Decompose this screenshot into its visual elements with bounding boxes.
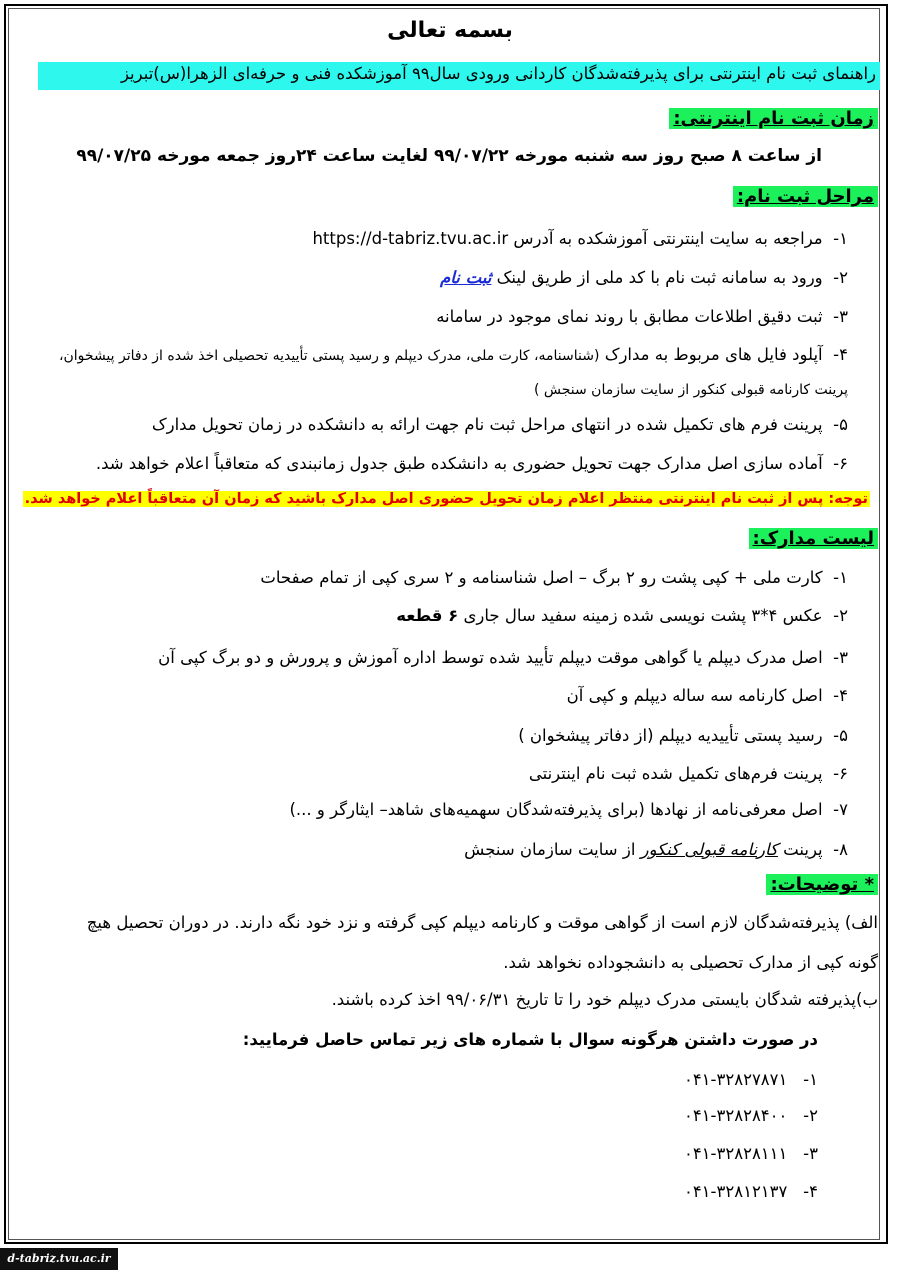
note-a-line1: الف) پذیرفته‌شدگان لازم است از گواهی موقت و کارنامه دیپلم کپی گرفته و نزد خود نگه دارند. در دوران تحصیل هیچ [86, 913, 878, 932]
note-a-line2: گونه کپی از مدارک تحصیلی به دانشجوداده نخواهد شد. [503, 953, 878, 972]
register-link[interactable]: ثبت نام [440, 268, 492, 287]
documents-heading: لیست مدارک: [749, 528, 878, 549]
document-item: ۵- رسید پستی تأییدیه دیپلم (از دفاتر پیشخوان ) [518, 726, 848, 745]
step-5: ۵- پرینت فرم های تکمیل شده در انتهای مراحل ثبت نام جهت ارائه به دانشکده در زمان تحویل مدارک [151, 415, 848, 434]
step-3: ۳- ثبت دقیق اطلاعات مطابق با روند نمای موجود در سامانه [436, 307, 848, 326]
registration-time-heading: زمان ثبت نام اینترنتی: [669, 108, 878, 129]
step-2: ۲- ورود به سامانه ثبت نام با کد ملی از طریق لینک ثبت نام [440, 268, 848, 287]
contact-heading: در صورت داشتن هرگونه سوال با شماره های زیر تماس حاصل فرمایید: [242, 1030, 818, 1049]
notes-heading: * توضیحات: [766, 874, 878, 895]
page-subtitle: راهنمای ثبت نام اینترنتی برای پذیرفته‌شدگان کاردانی ورودی سال۹۹ آموزشکده فنی و حرفه‌ای الزهرا(س)تبریز [120, 64, 876, 83]
contact-phone: ۴- ۰۴۱-۳۲۸۱۲۱۳۷ [683, 1182, 818, 1201]
contact-phone: ۱- ۰۴۱-۳۲۸۲۷۸۷۱ [683, 1070, 818, 1089]
step-4-continuation: پرینت کارنامه قبولی کنکور از سایت سازمان سنجش ) [533, 382, 848, 398]
contact-phone: ۲- ۰۴۱-۳۲۸۲۸۴۰۰ [683, 1106, 818, 1125]
document-item: ۷- اصل معرفی‌نامه از نهادها (برای پذیرفته‌شدگان سهمیه‌های شاهد– ایثارگر و ...) [289, 800, 848, 819]
document-item: ۳- اصل مدرک دیپلم یا گواهی موقت دیپلم تأیید شده توسط اداره آموزش و پرورش و دو برگ کپی آن [158, 648, 848, 667]
steps-heading: مراحل ثبت نام: [733, 186, 878, 207]
registration-time-text: از ساعت ۸ صبح روز سه شنبه مورخه ۹۹/۰۷/۲۲ لغایت ساعت ۲۴روز جمعه مورخه ۹۹/۰۷/۲۵ [76, 146, 822, 166]
step-1-url[interactable]: https://d-tabriz.tvu.ac.ir [312, 229, 509, 248]
document-item: ۲- عکس ۴*۳ پشت نویسی شده زمینه سفید سال جاری ۶ قطعه [396, 606, 848, 625]
contact-phone: ۳- ۰۴۱-۳۲۸۲۸۱۱۱ [683, 1144, 818, 1163]
page-title: بسمه تعالی [387, 18, 513, 43]
site-tag[interactable]: d-tabriz.tvu.ac.ir [0, 1248, 118, 1270]
star-icon: * [864, 874, 874, 895]
note-b: ب)پذیرفته شدگان بایستی مدرک دیپلم خود را تا تاریخ ۹۹/۰۶/۳۱ اخذ کرده باشند. [331, 990, 878, 1009]
document-item: ۴- اصل کارنامه سه ساله دیپلم و کپی آن [566, 686, 848, 705]
steps-note: توجه: پس از ثبت نام اینترنتی منتظر اعلام زمان تحویل حضوری اصل مدارک باشید که زمان آن متعاقباً اعلام خواهد شد. [24, 491, 868, 507]
document-item: ۱- کارت ملی + کپی پشت رو ۲ برگ – اصل شناسنامه و ۲ سری کپی از تمام صفحات [260, 568, 848, 587]
document-item: ۶- پرینت فرم‌های تکمیل شده ثبت نام اینترنتی [528, 764, 848, 783]
document-item: ۸- پرینت کارنامه قبولی کنکور از سایت سازمان سنجش [464, 840, 848, 859]
step-4: ۴- آپلود فایل های مربوط به مدارک (شناسنامه، کارت ملی، مدرک دیپلم و رسید پستی تأییدیه تحصیلی اخذ شده از دفاتر پیشخوان، [58, 345, 848, 364]
step-6: ۶- آماده سازی اصل مدارک جهت تحویل حضوری به دانشکده طبق جدول زمانبندی که متعاقباً اعلام خواهد شد. [95, 454, 848, 473]
step-1: ۱- مراجعه به سایت اینترنتی آموزشکده به آدرس https://d-tabriz.tvu.ac.ir [312, 229, 848, 248]
